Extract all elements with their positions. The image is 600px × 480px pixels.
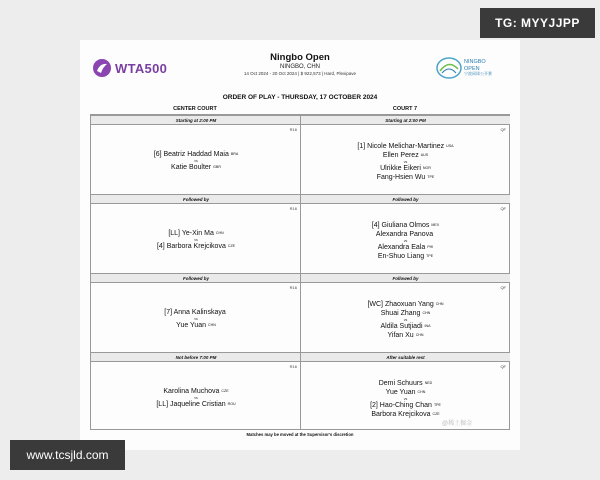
watermark-stamp: @稀土掘金	[442, 421, 473, 427]
player-nationality: CZE	[432, 411, 440, 416]
player-nationality: AUS	[420, 152, 429, 157]
player-nationality: TPE	[426, 253, 434, 258]
match-cell	[91, 362, 301, 431]
player-nationality: CZE	[227, 243, 236, 248]
match	[301, 142, 510, 181]
player-nationality: CHN	[215, 231, 224, 235]
ningbo-open-mark-icon	[436, 56, 462, 80]
player-nationality: CHN	[208, 322, 216, 327]
player-row	[301, 164, 510, 173]
player-nationality: NOR	[422, 165, 431, 170]
player-name: Yue Yuan	[385, 388, 416, 396]
player-row	[301, 142, 510, 151]
versus-label: vs	[194, 395, 198, 400]
tournament-location: NINGBO, CHN	[279, 64, 320, 70]
court-name-center: CENTER COURT	[173, 106, 217, 112]
round-label: QF	[500, 127, 506, 132]
slot-label: Starting at 2:00 PM	[91, 115, 301, 125]
wta-logo-text: WTA500	[115, 60, 168, 76]
slot-label: Followed by	[301, 194, 510, 204]
player-nationality: CHN	[415, 332, 424, 337]
versus-label: vs	[403, 159, 408, 164]
player-row	[301, 221, 510, 230]
court-name-court7: COURT 7	[392, 106, 418, 112]
player-nationality: TPE	[427, 174, 435, 179]
player-row	[301, 401, 510, 410]
player-name: Aldila Sutjiadi	[380, 322, 423, 330]
player-row	[301, 410, 510, 419]
ningbo-open-logo	[436, 52, 508, 84]
player-nationality: CZE	[221, 389, 229, 393]
match	[91, 150, 301, 172]
player-row	[301, 331, 510, 340]
player-name: [1] Nicole Melichar-Martinez	[357, 142, 445, 150]
player-row	[91, 229, 301, 238]
player-nationality: TPE	[433, 402, 441, 407]
player-row	[91, 242, 301, 251]
player-row	[301, 300, 510, 309]
event-logo-line3: 宁波网球公开赛	[464, 71, 492, 77]
versus-label: vs	[403, 238, 408, 243]
match	[91, 229, 301, 251]
slot-label: Starting at 2:00 PM	[301, 115, 510, 125]
player-row	[301, 243, 510, 252]
player-name: Fang-Hsien Wu	[376, 173, 426, 181]
player-row	[91, 308, 301, 317]
round-label: QF	[500, 364, 506, 369]
player-nationality: CHN	[417, 389, 426, 394]
player-nationality: INA	[424, 323, 431, 328]
event-logo-line2: OPEN	[464, 65, 480, 72]
footnote: Matches may be moved at the Supervisor's discretion	[246, 432, 354, 437]
player-name: [WC] Zhaoxuan Yang	[367, 300, 434, 308]
order-of-play-title: ORDER OF PLAY - THURSDAY, 17 OCTOBER 2024	[222, 94, 378, 101]
player-name: Yifan Xu	[387, 331, 414, 339]
tournament-title: Ningbo Open	[270, 52, 330, 63]
match-cell	[301, 283, 510, 352]
player-nationality: GBR	[213, 164, 221, 169]
player-name: [4] Barbora Krejcikova	[156, 242, 226, 250]
player-name: [LL] Ye-Xin Ma	[168, 229, 214, 237]
versus-label: vs	[194, 316, 198, 321]
match-cell	[91, 283, 301, 352]
match	[91, 387, 301, 409]
round-label: R16	[289, 127, 297, 132]
tournament-dates: 14 Oct 2024 - 20 Oct 2024 | $ 922,573 | Hard, Plexipave	[243, 71, 357, 76]
player-nationality: ROU	[227, 401, 236, 406]
court7-column	[300, 115, 510, 429]
player-name: Ulrikke Eikeri	[380, 164, 421, 172]
match	[91, 308, 301, 330]
player-name: Alexandra Eala	[377, 243, 426, 251]
round-label: R16	[289, 364, 297, 369]
player-row	[91, 400, 301, 409]
player-name: Ellen Perez	[382, 151, 419, 159]
tournament-header	[190, 52, 410, 76]
player-nationality: NED	[424, 381, 433, 385]
player-name: [6] Beatriz Haddad Maia	[153, 150, 229, 158]
player-name: Shuai Zhang	[380, 309, 421, 317]
player-name: Katie Boulter	[171, 163, 212, 171]
match	[301, 221, 510, 260]
slot-label: Followed by	[301, 273, 510, 283]
wta-logo	[92, 56, 182, 80]
player-nationality: CHN	[435, 302, 444, 306]
player-name: [7] Anna Kalinskaya	[164, 308, 226, 316]
player-name: Karolina Muchova	[163, 387, 220, 395]
player-nationality: MEX	[431, 223, 440, 227]
round-label: QF	[500, 206, 506, 211]
slot-label: After suitable rest	[301, 352, 510, 362]
round-label: R16	[289, 206, 297, 211]
player-name: Barbora Krejcikova	[371, 410, 431, 418]
versus-label: vs	[194, 158, 198, 163]
slot-label: Followed by	[91, 194, 301, 204]
match	[301, 379, 510, 418]
match-cell	[301, 125, 510, 194]
match-cell	[301, 362, 510, 431]
round-label: R16	[289, 285, 297, 290]
player-name: Yue Yuan	[176, 321, 207, 329]
player-name: [4] Giuliana Olmos	[371, 221, 430, 229]
slot-label: Followed by	[91, 273, 301, 283]
player-name: Alexandra Panova	[375, 230, 434, 238]
player-name: En-Shuo Liang	[377, 252, 425, 260]
watermark-tg: TG: MYYJJPP	[480, 8, 595, 38]
player-nationality: USA	[446, 144, 454, 148]
center-court-column	[91, 115, 301, 429]
player-row	[301, 388, 510, 397]
player-name: [2] Hao-Ching Chan	[370, 401, 432, 409]
player-name: Demi Schuurs	[378, 379, 423, 387]
player-row	[91, 387, 301, 396]
player-nationality: CHN	[422, 310, 431, 315]
player-name: [LL] Jaqueline Cristian	[156, 400, 226, 408]
player-row	[91, 150, 301, 159]
player-row	[301, 151, 510, 160]
round-label: QF	[500, 285, 506, 290]
player-nationality: PHI	[427, 244, 434, 249]
player-row	[301, 173, 510, 182]
player-row	[301, 379, 510, 388]
match-cell	[301, 204, 510, 273]
match-cell	[91, 204, 301, 273]
player-row	[301, 309, 510, 318]
player-nationality: BRA	[230, 152, 239, 156]
match	[301, 300, 510, 339]
match-cell	[91, 125, 301, 194]
versus-label: vs	[194, 237, 198, 242]
versus-label: vs	[403, 317, 408, 322]
player-row	[301, 322, 510, 331]
player-row	[301, 230, 510, 239]
player-row	[301, 252, 510, 261]
slot-label: Not before 7:00 PM	[91, 352, 301, 362]
player-row	[91, 163, 301, 172]
event-logo-line1: NINGBO	[464, 59, 486, 66]
schedule-grid	[90, 114, 510, 430]
player-row	[91, 321, 301, 330]
wta-mark-icon	[92, 58, 112, 78]
versus-label: vs	[403, 396, 408, 401]
watermark-url: www.tcsjld.com	[10, 440, 125, 470]
